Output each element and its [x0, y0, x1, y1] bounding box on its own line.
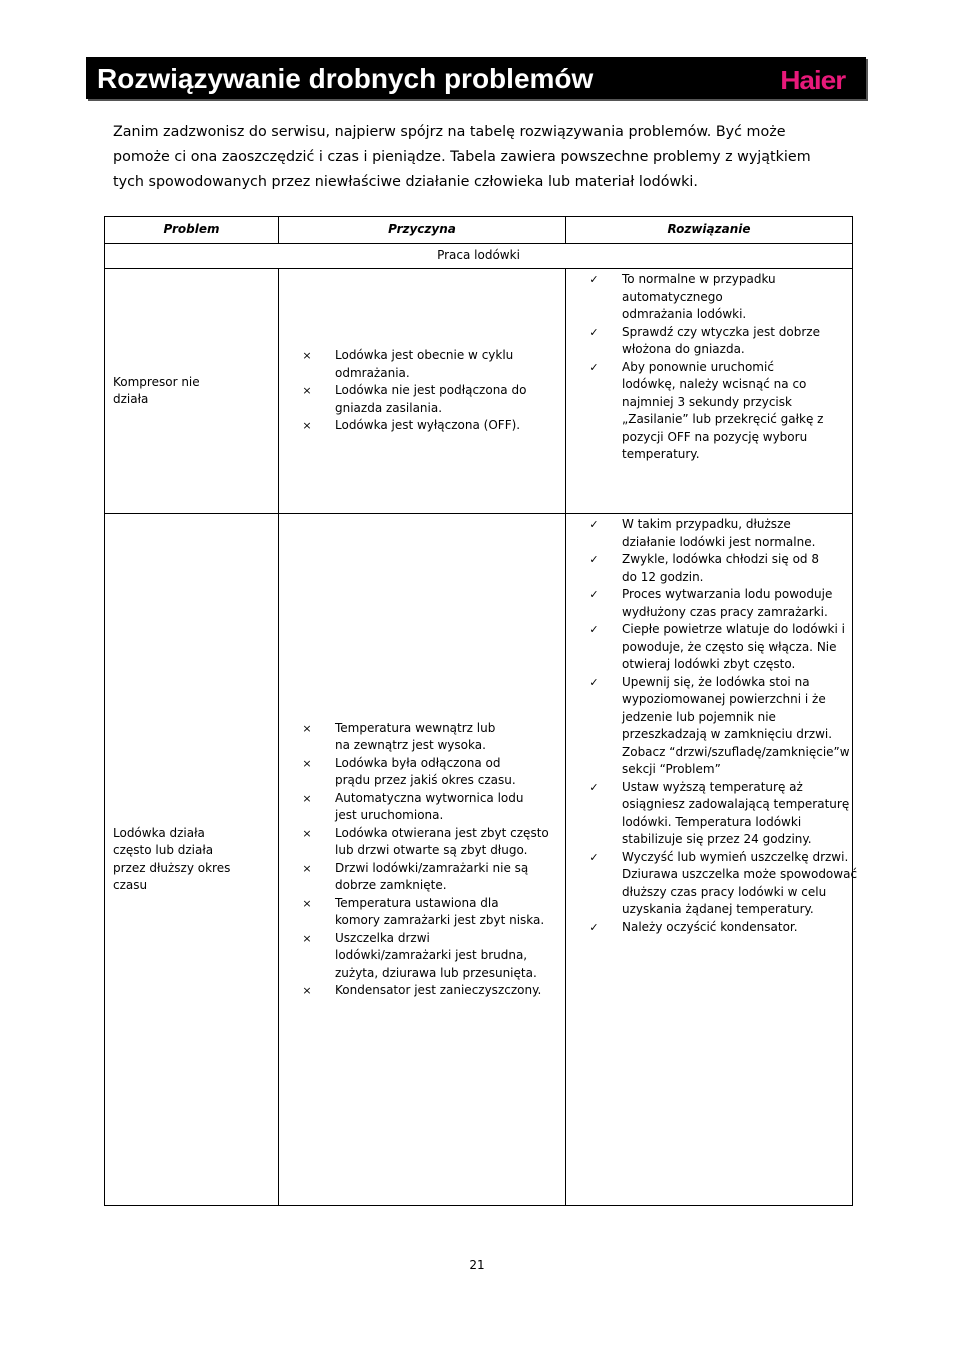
cross-icon: ×	[302, 861, 312, 875]
solution-item	[566, 359, 852, 464]
solution-text: Wyczyść lub wymień uszczelkę drzwi.	[622, 849, 849, 864]
cross-icon: ×	[302, 984, 312, 997]
solution-item	[566, 516, 852, 551]
cross-icon: ×	[302, 721, 312, 735]
cross-icon: ×	[302, 384, 312, 398]
cause-text: Kondensator jest zanieczyszczony.	[335, 983, 542, 997]
cross-icon: ×	[302, 756, 312, 770]
cause-text: Automatyczna wytwornica lodu	[335, 790, 524, 805]
checkmark-icon: ✓	[589, 780, 599, 794]
solution-text: Proces wytwarzania lodu powoduje	[622, 587, 833, 601]
cross-icon: ×	[302, 419, 312, 433]
checkmark-icon: ✓	[589, 325, 599, 339]
problem-cell	[105, 269, 279, 514]
solution-text: W takim przypadku, dłuższe	[622, 517, 791, 531]
haier-logo: Haier	[780, 65, 845, 95]
intro-line: Zanim zadzwonisz do serwisu, najpierw spójrz na tabelę rozwiązywania problemów. Być może	[113, 124, 786, 140]
solution-item	[566, 271, 852, 324]
problem-text: Kompresor nie	[113, 374, 200, 389]
solution-list	[566, 516, 858, 936]
cause-item	[279, 790, 565, 825]
solution-text: lodówki. Temperatura lodówki	[622, 814, 802, 829]
solution-text: uzyskania żądanej temperatury.	[622, 902, 814, 916]
cause-item	[279, 417, 565, 435]
problem-cell	[105, 514, 279, 1206]
solution-text: stabilizuje się przez 24 godziny.	[622, 832, 812, 846]
cause-text: odmrażania.	[335, 365, 410, 380]
cross-icon: ×	[302, 791, 312, 805]
cause-item	[279, 930, 565, 983]
checkmark-icon: ✓	[589, 588, 599, 601]
solution-item	[566, 674, 852, 779]
solution-text: Ustaw wyższą temperaturę aż	[622, 779, 803, 794]
solution-text: jedzenie lub pojemnik nie	[622, 709, 776, 724]
solution-text: pozycji OFF na pozycję wyboru	[622, 429, 808, 444]
cause-list	[279, 347, 565, 435]
cause-text: gniazda zasilania.	[335, 400, 443, 415]
page-number: 21	[469, 1258, 485, 1272]
solution-text: Ciepłe powietrze wlatuje do lodówki i	[622, 622, 845, 636]
cause-item	[279, 347, 565, 382]
checkmark-icon: ✓	[589, 623, 599, 636]
solution-cell	[566, 269, 853, 514]
problem-text: działa	[113, 392, 149, 406]
checkmark-icon: ✓	[589, 850, 599, 864]
solution-text: powoduje, że często się włącza. Nie	[622, 639, 837, 654]
solution-text: Zobacz “drzwi/szufladę/zamknięcie”w	[622, 744, 850, 759]
solution-text: dłuższy czas pracy lodówki w celu	[622, 884, 827, 899]
cause-text: Lodówka jest obecnie w cyklu	[335, 348, 514, 363]
cause-text: Lodówka otwierana jest zbyt często	[335, 825, 549, 840]
cross-icon: ×	[302, 349, 312, 363]
solution-text: osiągniesz zadowalającą temperaturę	[622, 797, 850, 811]
cause-text: lub drzwi otwarte są zbyt długo.	[335, 843, 528, 857]
solution-text: lodówkę, należy wcisnąć na co	[622, 377, 807, 391]
cause-text: Lodówka nie jest podłączona do	[335, 383, 527, 398]
problem-text: często lub działa	[113, 843, 214, 857]
solution-text: Aby ponownie uruchomić	[622, 359, 774, 374]
cause-text: Lodówka była odłączona od	[335, 755, 501, 770]
solution-text: Należy oczyścić kondensator.	[622, 919, 798, 934]
cause-text: Drzwi lodówki/zamrażarki nie są	[335, 860, 529, 875]
solution-text: odmrażania lodówki.	[622, 307, 747, 321]
cause-text: zużyta, dziurawa lub przesunięta.	[335, 965, 537, 980]
cause-item	[279, 982, 565, 1000]
solution-text: Zwykle, lodówka chłodzi się od 8	[622, 552, 819, 566]
solution-text: wypoziomowanej powierzchni i że	[622, 692, 826, 706]
cause-list	[279, 720, 565, 1000]
solution-text: Dziurawa uszczelka może spowodować	[622, 867, 858, 881]
solution-text: przeszkadzają w zamknięciu drzwi.	[622, 727, 833, 741]
solution-cell	[566, 514, 858, 1206]
page-title: Rozwiązywanie drobnych problemów	[97, 63, 594, 94]
solution-item	[566, 324, 852, 359]
solution-text: najmniej 3 sekundy przycisk	[622, 394, 792, 409]
cause-item	[279, 755, 565, 790]
checkmark-icon: ✓	[589, 553, 599, 566]
intro-paragraph	[113, 120, 823, 195]
cause-item	[279, 860, 565, 895]
troubleshooting-table	[104, 216, 858, 1206]
solution-item	[566, 919, 852, 937]
problem-text: przez dłuższy okres	[113, 860, 231, 875]
solution-text: działanie lodówki jest normalne.	[622, 534, 816, 549]
solution-text: To normalne w przypadku	[622, 272, 776, 286]
checkmark-icon: ✓	[589, 518, 599, 531]
solution-text: Upewnij się, że lodówka stoi na	[622, 674, 810, 689]
table-row	[105, 269, 853, 514]
cause-text: komory zamrażarki jest zbyt niska.	[335, 913, 545, 927]
solution-item	[566, 849, 858, 919]
solution-text: automatycznego	[622, 289, 723, 304]
cause-text: na zewnątrz jest wysoka.	[335, 738, 486, 752]
cross-icon: ×	[302, 826, 312, 840]
title-bar	[86, 57, 866, 99]
solution-item	[566, 586, 852, 621]
section-row	[105, 244, 853, 269]
cause-text: jest uruchomiona.	[335, 808, 444, 822]
checkmark-icon: ✓	[589, 273, 599, 286]
cause-text: prądu przez jakiś okres czasu.	[335, 773, 516, 787]
intro-line: pomoże ci ona zaoszczędzić i czas i pieniądze. Tabela zawiera powszechne problemy z wyjątkiem	[113, 149, 811, 165]
solution-text: sekcji “Problem”	[622, 762, 721, 776]
solution-item	[566, 551, 852, 586]
cross-icon: ×	[302, 896, 312, 910]
solution-text: włożona do gniazda.	[622, 342, 745, 356]
problem-text: czasu	[113, 878, 148, 892]
cause-text: Uszczelka drzwi	[335, 930, 430, 945]
solution-list	[566, 271, 852, 464]
section-title: Praca lodówki	[105, 244, 853, 269]
column-header-problem: Problem	[105, 217, 279, 244]
column-header-cause: Przyczyna	[279, 217, 566, 244]
cause-text: Temperatura wewnątrz lub	[335, 720, 496, 735]
solution-text: „Zasilanie” lub przekręcić gałkę z	[622, 412, 824, 426]
table-row	[105, 514, 853, 1206]
cross-icon: ×	[302, 931, 312, 945]
cause-item	[279, 382, 565, 417]
table-header-row	[105, 217, 853, 244]
solution-item	[566, 621, 852, 674]
solution-text: wydłużony czas pracy zamrażarki.	[622, 604, 828, 619]
cause-text: Temperatura ustawiona dla	[335, 895, 499, 910]
cause-item	[279, 825, 565, 860]
solution-text: Sprawdź czy wtyczka jest dobrze	[622, 324, 820, 339]
problem-text: Lodówka działa	[113, 825, 205, 840]
checkmark-icon: ✓	[589, 920, 599, 934]
cause-text: dobrze zamknięte.	[335, 878, 447, 892]
solution-item	[566, 779, 852, 849]
cause-cell	[279, 269, 566, 514]
solution-text: do 12 godzin.	[622, 569, 704, 584]
cause-cell	[279, 514, 566, 1206]
checkmark-icon: ✓	[589, 675, 599, 689]
column-header-solution: Rozwiązanie	[566, 217, 853, 244]
solution-text: temperatury.	[622, 447, 700, 461]
cause-item	[279, 895, 565, 930]
checkmark-icon: ✓	[589, 360, 599, 374]
solution-text: otwieraj lodówki zbyt często.	[622, 657, 796, 671]
cause-text: lodówki/zamrażarki jest brudna,	[335, 948, 528, 962]
intro-line: tych spowodowanych przez niewłaściwe działanie człowieka lub materiał lodówki.	[113, 174, 698, 190]
cause-item	[279, 720, 565, 755]
cause-text: Lodówka jest wyłączona (OFF).	[335, 418, 521, 433]
